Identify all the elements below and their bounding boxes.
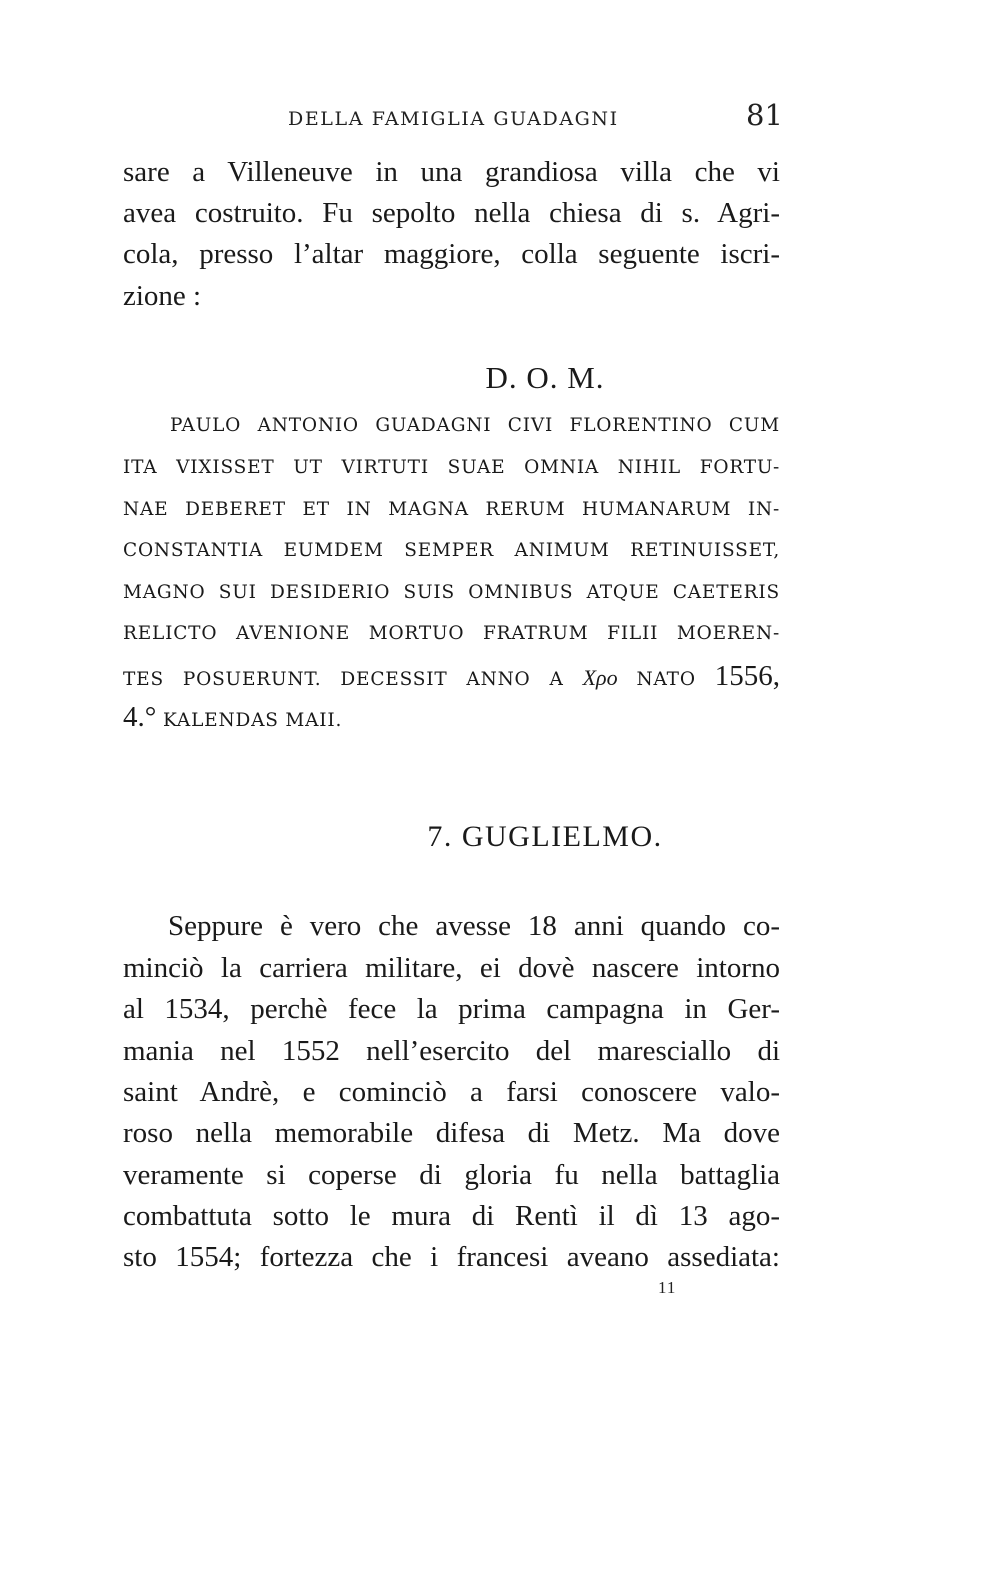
inscription-text: TES POSUERUNT. DECESSIT ANNO A bbox=[123, 669, 564, 690]
body-line: Seppure è vero che avesse 18 anni quando co- bbox=[168, 910, 780, 942]
signature-mark: 11 bbox=[658, 1278, 677, 1297]
body-line: sto 1554; fortezza che i francesi aveano assediata: bbox=[123, 1241, 780, 1273]
body-line: mania nel 1552 nell’esercito del maresciallo di bbox=[123, 1035, 780, 1067]
inscription-line-8 bbox=[123, 697, 780, 741]
intro-line: avea costruito. Fu sepolto nella chiesa di s. Agri- bbox=[123, 197, 780, 229]
intro-line: sare a Villeneuve in una grandiosa villa che vi bbox=[123, 156, 780, 188]
body-line: minciò la carriera militare, ei dovè nascere intorno bbox=[123, 952, 780, 984]
section-title: 7. GUGLIELMO. bbox=[427, 820, 663, 853]
inscription-line-7 bbox=[123, 656, 780, 700]
inscription-line: NAE DEBERET ET IN MAGNA RERUM HUMANARUM IN- bbox=[123, 499, 780, 520]
inscription-year: 1556, bbox=[714, 660, 780, 692]
running-head: DELLA FAMIGLIA GUADAGNI bbox=[288, 108, 619, 130]
page-number: 81 bbox=[746, 98, 783, 132]
inscription-line: CONSTANTIA EUMDEM SEMPER ANIMUM RETINUISSET, bbox=[123, 540, 780, 561]
inscription-heading: D. O. M. bbox=[485, 360, 605, 395]
inscription-line: ITA VIXISSET UT VIRTUTI SUAE OMNIA NIHIL FORTU- bbox=[123, 457, 780, 478]
intro-line: zione : bbox=[123, 280, 202, 312]
body-line: roso nella memorabile difesa di Metz. Ma dove bbox=[123, 1117, 780, 1149]
christo-abbreviation: Xρo bbox=[582, 665, 618, 690]
inscription-text: NATO bbox=[636, 669, 696, 690]
inscription-text: KALENDAS MAII. bbox=[163, 710, 343, 731]
body-line: saint Andrè, e cominciò a farsi conoscere valo- bbox=[123, 1076, 780, 1108]
inscription-line: PAULO ANTONIO GUADAGNI CIVI FLORENTINO CUM bbox=[170, 415, 780, 436]
inscription-line: RELICTO AVENIONE MORTUO FRATRUM FILII MOEREN- bbox=[123, 623, 780, 644]
body-line: veramente si coperse di gloria fu nella battaglia bbox=[123, 1159, 780, 1191]
inscription-day-number: 4.° bbox=[123, 701, 157, 733]
inscription-line: MAGNO SUI DESIDERIO SUIS OMNIBUS ATQUE CAETERIS bbox=[123, 582, 780, 603]
body-line: al 1534, perchè fece la prima campagna in Ger- bbox=[123, 993, 780, 1025]
intro-line: cola, presso l’altar maggiore, colla seguente iscri- bbox=[123, 238, 780, 270]
body-line: combattuta sotto le mura di Rentì il dì 13 ago- bbox=[123, 1200, 780, 1232]
